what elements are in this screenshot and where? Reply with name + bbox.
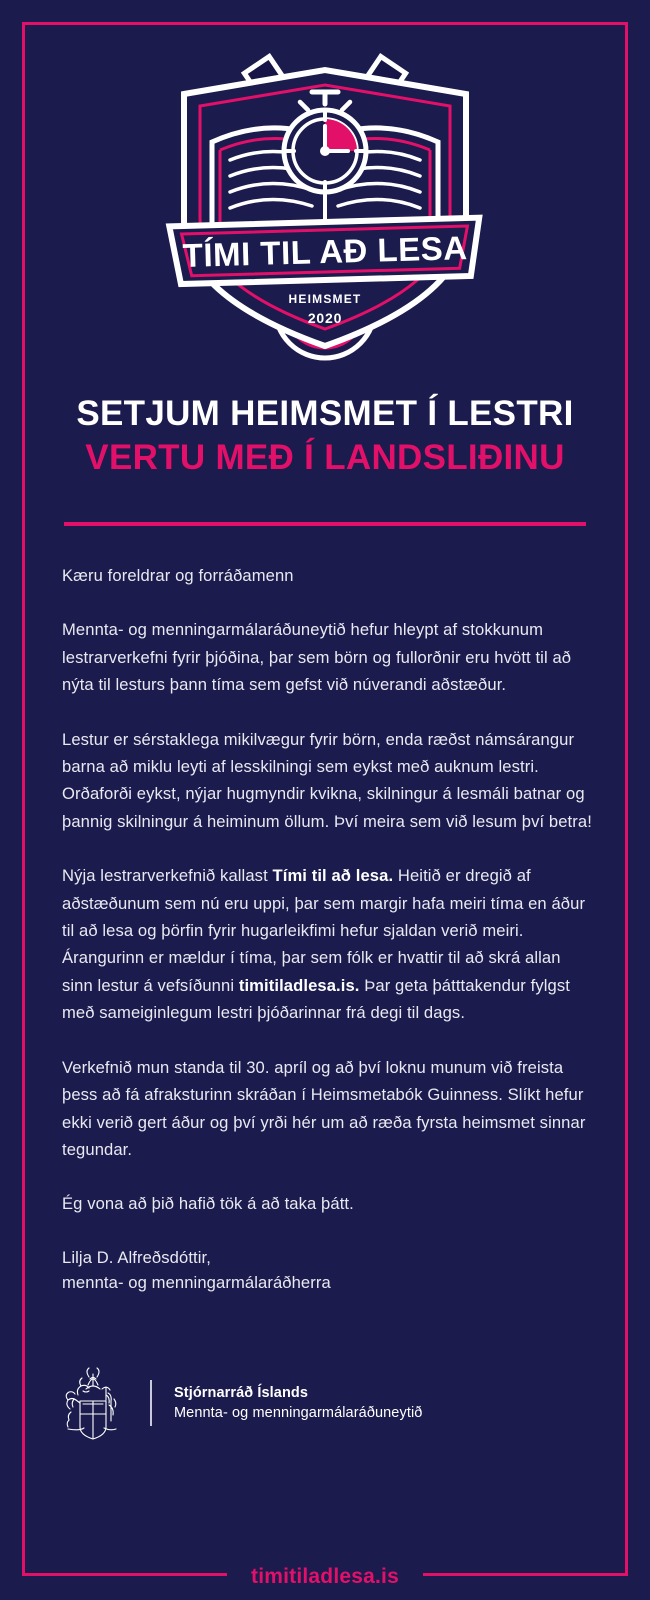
- ministry-text: [174, 1383, 422, 1423]
- campaign-name-bold: Tími til að lesa.: [272, 866, 394, 886]
- footer-divider: [150, 1380, 152, 1426]
- salutation: Kæru foreldrar og forráðamenn: [62, 566, 294, 585]
- headline-divider: [64, 522, 586, 526]
- ribbon-banner: [169, 218, 480, 285]
- signature-name: Lilja D. Alfreðsdóttir,: [62, 1247, 211, 1267]
- headline-line-1: SETJUM HEIMSMET Í LESTRI: [76, 394, 574, 433]
- paragraph-3-text-c: Þar geta þátttakendur fylgst með sameiginlegum lestri þjóðarinnar frá degi til dags.: [62, 975, 570, 1023]
- signature-title: mennta- og menningarmálaráðherra: [62, 1272, 331, 1292]
- paragraph-4: Verkefnið mun standa til 30. apríl og að því loknu munum við freista þess að fá afraksturinn skráðan í Heimsmetabók Guinness. Slíkt hefur ekki verið gert áður og því yrði hér um að ræða fyrsta heimsmet sinnar tegundar.: [62, 1057, 586, 1159]
- paragraph-1: Mennta- og menningarmálaráðuneytið hefur hleypt af stokkunum lestrarverkefni fyrir þjóðina, þar sem börn og fullorðnir eru hvött til að nýta til lesturs þann tíma sem gefst við núverandi aðstæður.: [62, 620, 572, 695]
- headline: [0, 392, 650, 480]
- campaign-badge: [0, 46, 650, 366]
- ministry-department: Mennta- og menningarmálaráðuneytið: [174, 1405, 423, 1421]
- badge-artwork: [160, 46, 490, 361]
- footer-url[interactable]: timitiladlesa.is: [227, 1556, 423, 1598]
- seal-line1: HEIMSMET: [288, 292, 362, 306]
- paragraph-2: Lestur er sérstaklega mikilvægur fyrir börn, enda ræðst námsárangur barna að miklu leyti af lesskilningi sem eykst með auknum lestri. Orðaforði eykst, nýjar hugmyndir kvikna, skilningur á lesmáli batnar og þannig skilningur á heiminum öllum. Því meira sem við lesum því betra!: [62, 729, 592, 831]
- ribbon-text: TÍMI TIL AÐ LESA: [182, 229, 468, 274]
- paragraph-3-text-b: Heitið er dregið af aðstæðunum sem nú eru uppi, þar sem margir hafa meiri tíma en áður til að lesa og þörfin fyrir hugarleikfimi hefur sjaldan verið meiri. Árangurinn er mældur í tíma, þar sem fólk er hvattir til að skrá allan sinn lestur á vefsíðunni: [62, 866, 586, 995]
- ministry-name: Stjórnarráð Íslands: [174, 1385, 309, 1401]
- website-bold: timitiladlesa.is.: [238, 975, 360, 995]
- letter-body: [62, 562, 592, 1295]
- iceland-coat-of-arms-icon: [62, 1365, 124, 1441]
- seal-line2: 2020: [307, 310, 343, 326]
- footer-url-bar: [22, 1556, 628, 1598]
- paragraph-3-text-a: Nýja lestrarverkefnið kallast: [62, 866, 273, 886]
- ministry-footer: [62, 1362, 542, 1444]
- headline-line-2: VERTU MEÐ Í LANDSLIÐINU: [85, 438, 565, 477]
- paragraph-3: [62, 862, 592, 1026]
- paragraph-5: Ég vona að þið hafið tök á að taka þátt.: [62, 1194, 354, 1214]
- signature-block: [62, 1245, 592, 1295]
